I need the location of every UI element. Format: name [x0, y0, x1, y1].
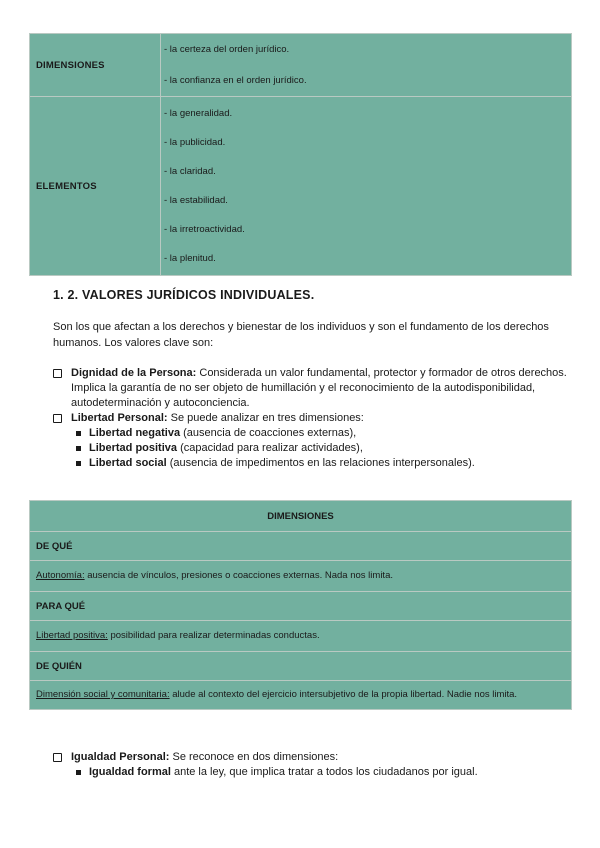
row-label: DIMENSIONES [30, 34, 161, 97]
square-bullet-icon [76, 446, 81, 451]
list-item: - la confianza en el orden jurídico. [164, 75, 307, 86]
row-heading: DE QUÉ [30, 532, 572, 561]
list-item: - la irretroactividad. [164, 224, 245, 235]
table-header-row [30, 501, 572, 532]
table-row [30, 652, 572, 681]
table-header: DIMENSIONES [30, 501, 572, 532]
item-term: Igualdad Personal: [71, 751, 170, 763]
item-text: Considerada un valor fundamental, protector y formador de otros derechos. Implica la garantía de no ser objeto de humillación y el reconocimiento de la autodisponibilidad, autodeterminación y autoconciencia. [71, 367, 567, 409]
item-text: Se reconoce en dos dimensiones: [169, 751, 339, 763]
intro-paragraph: Son los que afectan a los derechos y bienestar de los individuos y son el fundamento de los derechos humanos. Los valores clave son: [53, 321, 549, 349]
item-term: Libertad negativa [89, 427, 181, 439]
row-text: posibilidad para realizar determinadas conductas. [107, 630, 320, 641]
square-bullet-icon [76, 770, 81, 775]
row-items [161, 34, 572, 97]
legal-certainty-table [29, 33, 572, 276]
checkbox-icon [53, 414, 62, 423]
item-text: ante la ley, que implica tratar a todos los ciudadanos por igual. [170, 766, 478, 778]
row-text: alude al contexto del ejercicio intersubjetivo de la propia libertad. Nadie nos limita. [169, 689, 518, 700]
item-text: (ausencia de impedimentos en las relaciones interpersonales). [166, 457, 475, 469]
checkbox-icon [53, 369, 62, 378]
table-row [30, 97, 572, 276]
row-heading: PARA QUÉ [30, 592, 572, 621]
table-row [30, 561, 572, 592]
row-text: ausencia de vínculos, presiones o coacciones externas. Nada nos limita. [84, 570, 393, 581]
item-term: Libertad social [89, 457, 167, 469]
row-term: Dimensión social y comunitaria: [36, 689, 170, 700]
list-item [53, 750, 573, 765]
list-item [53, 366, 573, 411]
values-list [53, 366, 573, 471]
row-body [30, 621, 572, 652]
item-term: Igualdad formal [89, 766, 171, 778]
section-title: 1. 2. VALORES JURÍDICOS INDIVIDUALES. [53, 288, 315, 302]
item-term: Libertad positiva [89, 442, 178, 454]
table-row [30, 681, 572, 710]
list-item: - la generalidad. [164, 108, 233, 119]
table-row [30, 34, 572, 97]
list-item: - la plenitud. [164, 253, 216, 264]
row-term: Autonomía: [36, 570, 85, 581]
table-row [30, 532, 572, 561]
item-text: Se puede analizar en tres dimensiones: [167, 412, 364, 424]
sub-list-item [89, 441, 573, 456]
item-text: (ausencia de coacciones externas), [180, 427, 357, 439]
row-body [30, 561, 572, 592]
liberty-dimensions-table [29, 500, 572, 710]
table-row [30, 592, 572, 621]
item-term: Dignidad de la Persona: [71, 367, 197, 379]
square-bullet-icon [76, 461, 81, 466]
list-item: - la claridad. [164, 166, 216, 177]
sub-list [53, 765, 573, 780]
row-body [30, 681, 572, 710]
sub-list [53, 426, 573, 471]
row-heading: DE QUIÉN [30, 652, 572, 681]
row-term: Libertad positiva: [36, 630, 108, 641]
sub-list-item [89, 426, 573, 441]
equality-list [53, 750, 573, 780]
list-item: - la estabilidad. [164, 195, 228, 206]
sub-list-item [89, 456, 573, 471]
list-item [53, 411, 573, 426]
row-items [161, 97, 572, 276]
row-label: ELEMENTOS [30, 97, 161, 276]
table-row [30, 621, 572, 652]
item-term: Libertad Personal: [71, 412, 168, 424]
list-item: - la publicidad. [164, 137, 226, 148]
item-text: (capacidad para realizar actividades), [177, 442, 363, 454]
list-item: - la certeza del orden jurídico. [164, 44, 290, 55]
square-bullet-icon [76, 431, 81, 436]
sub-list-item [89, 765, 573, 780]
checkbox-icon [53, 753, 62, 762]
